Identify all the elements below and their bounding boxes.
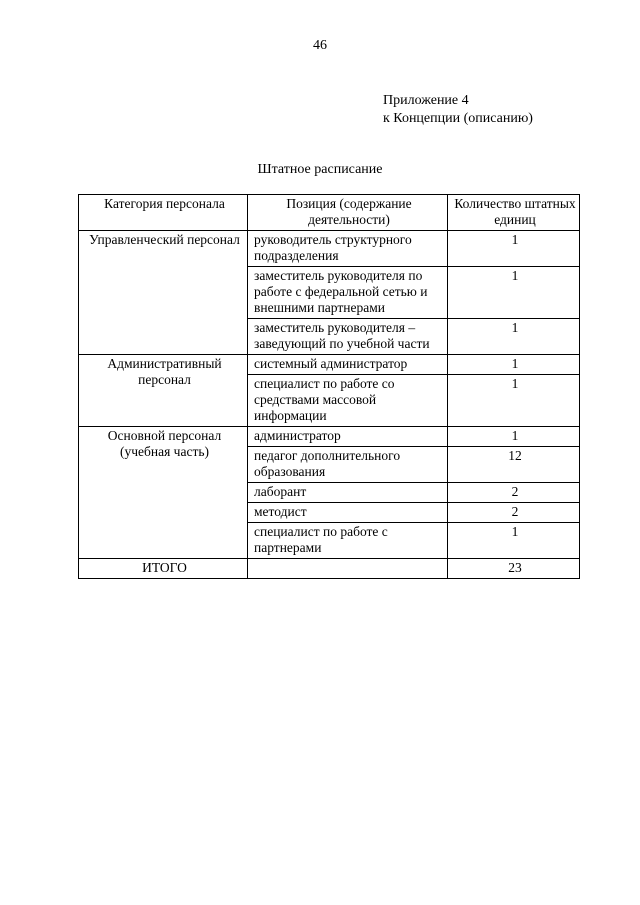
- position-cell: педагог дополнительного образования: [248, 447, 448, 483]
- position-cell: методист: [248, 503, 448, 523]
- appendix-line-2: к Концепции (описанию): [383, 111, 533, 126]
- count-cell: 1: [448, 319, 580, 355]
- position-cell: специалист по работе с партнерами: [248, 523, 448, 559]
- position-cell: руководитель структурного подразделения: [248, 231, 448, 267]
- count-cell: 2: [448, 503, 580, 523]
- table-row: [79, 355, 580, 375]
- count-cell: 1: [448, 427, 580, 447]
- header-category: Категория персонала: [79, 195, 248, 231]
- position-cell: системный администратор: [248, 355, 448, 375]
- staffing-table: [78, 194, 580, 579]
- table-row: [79, 427, 580, 447]
- appendix-line-1: Приложение 4: [383, 93, 469, 108]
- position-cell: лаборант: [248, 483, 448, 503]
- total-position-cell: [248, 559, 448, 579]
- count-cell: 1: [448, 231, 580, 267]
- table-row: [79, 231, 580, 267]
- category-cell: Основной персонал (учебная часть): [79, 427, 248, 559]
- count-cell: 1: [448, 267, 580, 319]
- appendix-note: [383, 92, 533, 128]
- position-cell: заместитель руководителя по работе с федеральной сетью и внешними партнерами: [248, 267, 448, 319]
- count-cell: 1: [448, 355, 580, 375]
- count-cell: 1: [448, 375, 580, 427]
- total-label: ИТОГО: [79, 559, 248, 579]
- table-header-row: [79, 195, 580, 231]
- total-row: [79, 559, 580, 579]
- position-cell: специалист по работе со средствами массовой информации: [248, 375, 448, 427]
- total-count: 23: [448, 559, 580, 579]
- category-cell: Административный персонал: [79, 355, 248, 427]
- header-count: Количество штатных единиц: [448, 195, 580, 231]
- category-cell: Управленческий персонал: [79, 231, 248, 355]
- header-position: Позиция (содержание деятельности): [248, 195, 448, 231]
- count-cell: 12: [448, 447, 580, 483]
- page-number: 46: [313, 38, 327, 53]
- position-cell: заместитель руководителя – заведующий по учебной части: [248, 319, 448, 355]
- count-cell: 1: [448, 523, 580, 559]
- document-title: Штатное расписание: [257, 162, 383, 177]
- count-cell: 2: [448, 483, 580, 503]
- position-cell: администратор: [248, 427, 448, 447]
